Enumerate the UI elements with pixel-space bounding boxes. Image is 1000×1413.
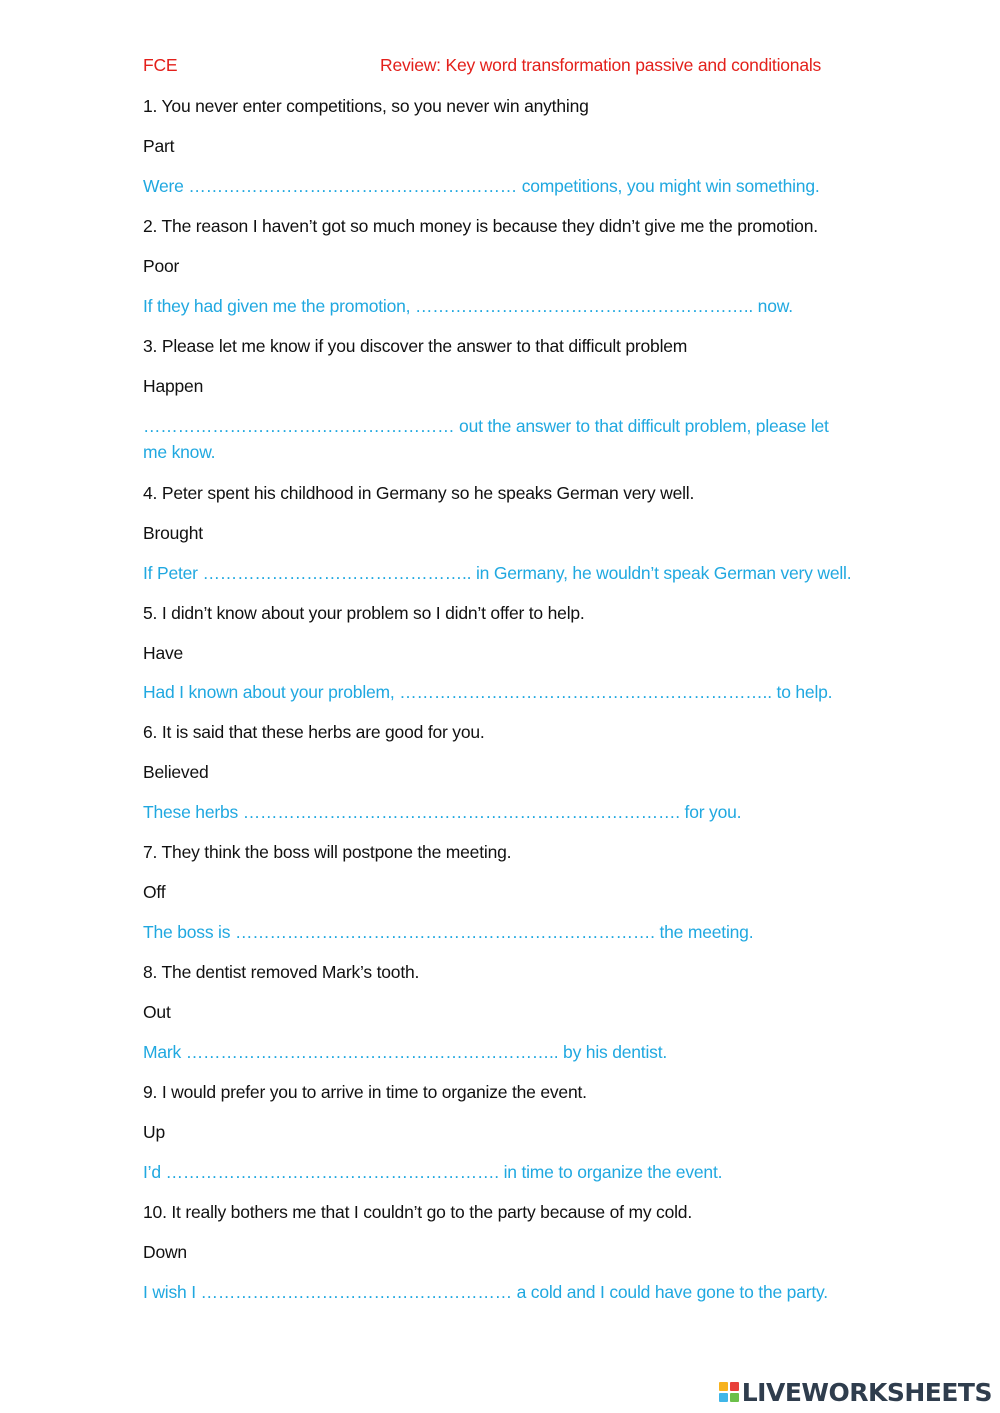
answer-4[interactable]: If Peter ……………………………………….. in Germany, he wouldn’t speak German very well.: [143, 563, 852, 583]
keyword-4: Brought: [143, 523, 203, 543]
keyword-1: Part: [143, 136, 175, 156]
question-8: 8. The dentist removed Mark’s tooth.: [143, 962, 420, 982]
logo-square: [730, 1393, 739, 1402]
answer-7[interactable]: The boss is ………………………………………………………………. the meeting.: [143, 922, 754, 942]
question-3: 3. Please let me know if you discover the answer to that difficult problem: [143, 336, 688, 356]
question-4: 4. Peter spent his childhood in Germany so he speaks German very well.: [143, 483, 695, 503]
keyword-8: Out: [143, 1002, 171, 1022]
answer-2[interactable]: If they had given me the promotion, ………………………………………………….. now.: [143, 296, 793, 316]
logo-square: [719, 1393, 728, 1402]
keyword-3: Happen: [143, 376, 204, 396]
keyword-6: Believed: [143, 762, 209, 782]
question-9: 9. I would prefer you to arrive in time to organize the event.: [143, 1082, 587, 1102]
question-7: 7. They think the boss will postpone the meeting.: [143, 842, 512, 862]
question-5: 5. I didn’t know about your problem so I didn’t offer to help.: [143, 603, 585, 623]
answer-6[interactable]: These herbs …………………………………………………………………. for you.: [143, 802, 742, 822]
answer-5[interactable]: Had I known about your problem, ……………………………………………………….. to help.: [143, 682, 833, 702]
answer-9[interactable]: I’d …………………………………………………. in time to organize the event.: [143, 1162, 723, 1182]
answer-3[interactable]: ……………………………………………… out the answer to that difficult problem, please let me know.: [143, 416, 829, 462]
answer-10[interactable]: I wish I ……………………………………………… a cold and I could have gone to the party.: [143, 1282, 828, 1302]
question-6: 6. It is said that these herbs are good for you.: [143, 722, 485, 742]
question-10: 10. It really bothers me that I couldn’t go to the party because of my cold.: [143, 1202, 692, 1222]
keyword-7: Off: [143, 882, 166, 902]
keyword-2: Poor: [143, 256, 180, 276]
header-level: FCE: [143, 55, 178, 75]
logo-text: LIVEWORKSHEETS: [741, 1377, 992, 1407]
liveworksheets-logo: [719, 1377, 992, 1407]
keyword-10: Down: [143, 1242, 187, 1262]
answer-8[interactable]: Mark ……………………………………………………….. by his dentist.: [143, 1042, 668, 1062]
keyword-5: Have: [143, 643, 184, 663]
logo-square: [730, 1382, 739, 1391]
question-2: 2. The reason I haven’t got so much money is because they didn’t give me the promotion.: [143, 216, 818, 236]
answer-1[interactable]: Were ………………………………………………… competitions, you might win something.: [143, 176, 820, 196]
question-1: 1. You never enter competitions, so you never win anything: [143, 96, 589, 116]
logo-grid-icon: [719, 1382, 739, 1402]
header-title: Review: Key word transformation passive and conditionals: [380, 55, 822, 75]
keyword-9: Up: [143, 1122, 165, 1142]
logo-square: [719, 1382, 728, 1391]
